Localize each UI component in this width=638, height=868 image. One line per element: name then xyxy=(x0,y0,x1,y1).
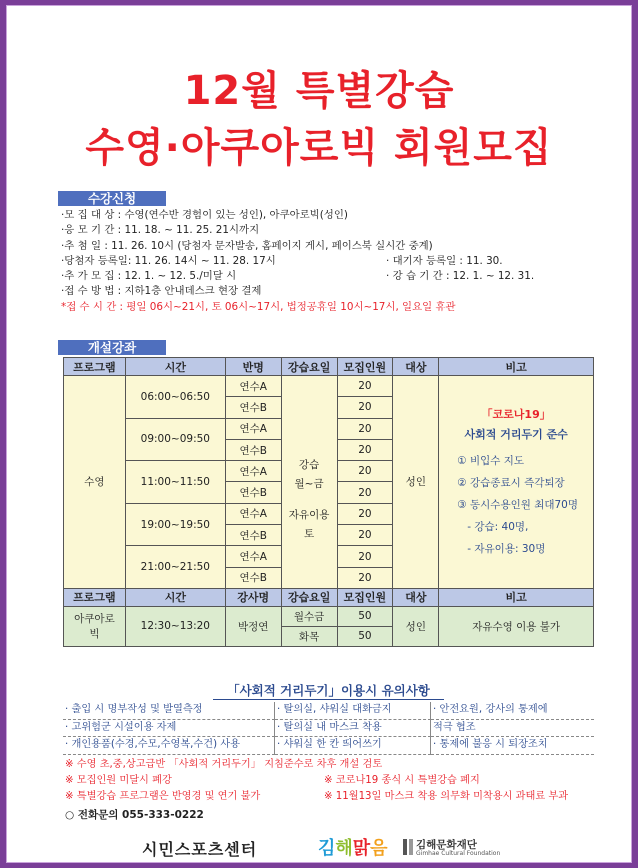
instructor-cell: 박정연 xyxy=(225,606,281,646)
time-cell: 19:00~19:50 xyxy=(125,503,225,546)
page-subtitle: 수영·아쿠아로빅 회원모집 xyxy=(85,125,553,171)
table-row xyxy=(64,606,594,626)
distancing-item: · 안전요원, 강사의 통제에 xyxy=(431,702,594,720)
count-cell: 20 xyxy=(337,482,393,503)
note-cell: 자유수영 이용 불가 xyxy=(439,606,594,646)
count-cell: 50 xyxy=(337,606,393,626)
apply-method: ·접 수 방 법 : 지하1층 안내데스크 현장 결제 xyxy=(61,285,262,298)
distancing-grid xyxy=(63,702,594,755)
distancing-item: · 출입 시 명부작성 및 발열측정 xyxy=(63,702,275,720)
footer xyxy=(6,837,632,861)
table-header-row xyxy=(64,358,594,376)
foundation-name-en: Gimhae Cultural Foundation xyxy=(416,850,501,857)
count-cell: 20 xyxy=(337,439,393,460)
column-header: 시간 xyxy=(125,588,225,606)
program-aqua: 아쿠아로빅 xyxy=(64,606,126,646)
class-name: 연수B xyxy=(225,567,281,588)
note-item: - 강습: 40명, xyxy=(467,521,529,533)
apply-draw: ·추 첨 일 : 11. 26. 10시 (당첨자 문자발송, 홈페이지 게시, 페이스북 실시간 중계) xyxy=(61,239,433,252)
time-cell: 21:00~21:50 xyxy=(125,546,225,589)
class-name: 연수A xyxy=(225,503,281,524)
apply-line xyxy=(61,269,601,284)
apply-heading: 수강신청 xyxy=(58,191,166,206)
notes-section xyxy=(65,757,605,805)
apply-line xyxy=(61,284,601,299)
note-item: - 자유이용: 30명 xyxy=(467,543,546,555)
time-cell: 11:00~11:50 xyxy=(125,461,225,504)
apply-line xyxy=(61,300,601,315)
apply-period: ·응 모 기 간 : 11. 18. ~ 11. 25. 21시까지 xyxy=(61,224,260,237)
count-cell: 20 xyxy=(337,546,393,567)
count-cell: 20 xyxy=(337,525,393,546)
distancing-item: 적극 협조 xyxy=(431,720,594,738)
days-cell: 화목 xyxy=(281,626,337,646)
note-line xyxy=(65,789,605,805)
schedule-heading: 개설강좌 xyxy=(58,340,166,355)
count-cell: 20 xyxy=(337,503,393,524)
apply-hours: *접 수 시 간 : 평일 06시~21시, 토 06시~17시, 법정공휴일 10시~17시, 일요일 휴관 xyxy=(61,300,456,313)
apply-line xyxy=(61,254,601,269)
note-text: ※ 수영 초,중,상고급반 「사회적 거리두기」 지침준수로 차후 개설 검토 xyxy=(65,759,383,770)
column-header: 비고 xyxy=(439,588,594,606)
contact-phone: ○ 전화문의 055-333-0222 xyxy=(65,809,204,821)
column-header: 모집인원 xyxy=(337,358,393,376)
distancing-item: · 샤워실 한 칸 띄어쓰기 xyxy=(275,737,431,755)
class-name: 연수A xyxy=(225,546,281,567)
distancing-item: · 고위험군 시설이용 자제 xyxy=(63,720,275,738)
table-row xyxy=(64,376,594,397)
time-cell: 12:30~13:20 xyxy=(125,606,225,646)
apply-waitlist: · 대기자 등록일 : 11. 30. xyxy=(386,254,503,267)
class-name: 연수A xyxy=(225,376,281,397)
note-item: ① 비입수 지도 xyxy=(457,455,525,467)
count-cell: 50 xyxy=(337,626,393,646)
program-swim: 수영 xyxy=(64,376,126,589)
logo-part: 김 xyxy=(318,838,336,859)
note-text: ※ 11월13일 마스크 착용 의무화 미착용시 과태료 부과 xyxy=(324,791,569,802)
distancing-section xyxy=(63,683,594,755)
note-text: ※ 모집인원 미달시 폐강 xyxy=(65,775,172,786)
apply-line xyxy=(61,239,601,254)
class-name: 연수A xyxy=(225,461,281,482)
note-text: ※ 특별강습 프로그램은 반영경 및 연기 불가 xyxy=(65,791,261,802)
note-subtitle: 사회적 거리두기 준수 xyxy=(464,428,568,441)
class-name: 연수B xyxy=(225,482,281,503)
note-title: 「코로나19」 xyxy=(481,408,551,421)
target-cell: 성인 xyxy=(393,606,439,646)
distancing-title: 「사회적 거리두기」이용시 유의사항 xyxy=(213,683,444,700)
logo-part: 해 xyxy=(335,838,353,859)
distancing-item: · 개인용품(수경,수모,수영복,수건) 사용 xyxy=(63,737,275,755)
table-header-row xyxy=(64,588,594,606)
days-label: 자유이용 xyxy=(288,508,330,521)
column-header: 비고 xyxy=(439,358,594,376)
column-header: 강습요일 xyxy=(281,588,337,606)
note-text: ※ 코로나19 종식 시 특별강습 폐지 xyxy=(324,775,480,786)
column-header: 시간 xyxy=(125,358,225,376)
count-cell: 20 xyxy=(337,376,393,397)
count-cell: 20 xyxy=(337,567,393,588)
days-label: 강습 xyxy=(298,458,320,471)
column-header: 모집인원 xyxy=(337,588,393,606)
apply-target: ·모 집 대 상 : 수영(연수반 경험이 있는 성인), 아쿠아로빅(성인) xyxy=(61,209,348,221)
days-cell: 월수금 xyxy=(281,606,337,626)
distancing-item: · 통제에 불응 시 퇴장조치 xyxy=(431,737,594,755)
column-header: 반명 xyxy=(225,358,281,376)
count-cell: 20 xyxy=(337,397,393,418)
gimhae-logo xyxy=(318,834,388,860)
apply-course-period: · 강 습 기 간 : 12. 1. ~ 12. 31. xyxy=(386,270,535,283)
count-cell: 20 xyxy=(337,461,393,482)
distancing-item: · 탈의실 내 마스크 착용 xyxy=(275,720,431,738)
column-header: 대상 xyxy=(393,358,439,376)
apply-info xyxy=(61,208,601,315)
apply-line xyxy=(61,208,601,223)
column-header: 프로그램 xyxy=(64,358,126,376)
note-item: ③ 동시수용인원 최대70명 xyxy=(457,499,579,511)
time-cell: 09:00~09:50 xyxy=(125,418,225,461)
days-cell xyxy=(281,376,337,589)
logo-part: 맑 xyxy=(352,838,371,859)
target-cell: 성인 xyxy=(393,376,439,589)
time-cell: 06:00~06:50 xyxy=(125,376,225,419)
class-name: 연수B xyxy=(225,397,281,418)
class-name: 연수B xyxy=(225,525,281,546)
apply-line xyxy=(61,223,601,238)
note-cell xyxy=(439,376,594,589)
page-title: 12월 특별강습 xyxy=(183,68,455,114)
schedule-table xyxy=(63,357,594,647)
logo-part: 음 xyxy=(370,838,388,859)
apply-register: ·당첨자 등록일: 11. 26. 14시 ~ 11. 28. 17시 xyxy=(61,254,276,267)
count-cell: 20 xyxy=(337,418,393,439)
column-header: 강사명 xyxy=(225,588,281,606)
days-label: 월~금 xyxy=(294,477,324,490)
column-header: 프로그램 xyxy=(64,588,126,606)
note-item: ② 강습종료시 즉각퇴장 xyxy=(457,477,565,489)
distancing-item: · 탈의실, 샤워실 대화금지 xyxy=(275,702,431,720)
note-line xyxy=(65,757,605,773)
foundation-name: 김해문화재단 xyxy=(416,839,477,851)
class-name: 연수A xyxy=(225,418,281,439)
class-name: 연수B xyxy=(225,439,281,460)
column-header: 대상 xyxy=(393,588,439,606)
note-line xyxy=(65,773,605,789)
days-label: 토 xyxy=(303,527,315,540)
apply-extra: ·추 가 모 집 : 12. 1. ~ 12. 5./미달 시 xyxy=(61,270,237,283)
foundation-icon xyxy=(401,837,415,857)
column-header: 강습요일 xyxy=(281,358,337,376)
center-name: 시민스포츠센터 xyxy=(142,840,258,859)
